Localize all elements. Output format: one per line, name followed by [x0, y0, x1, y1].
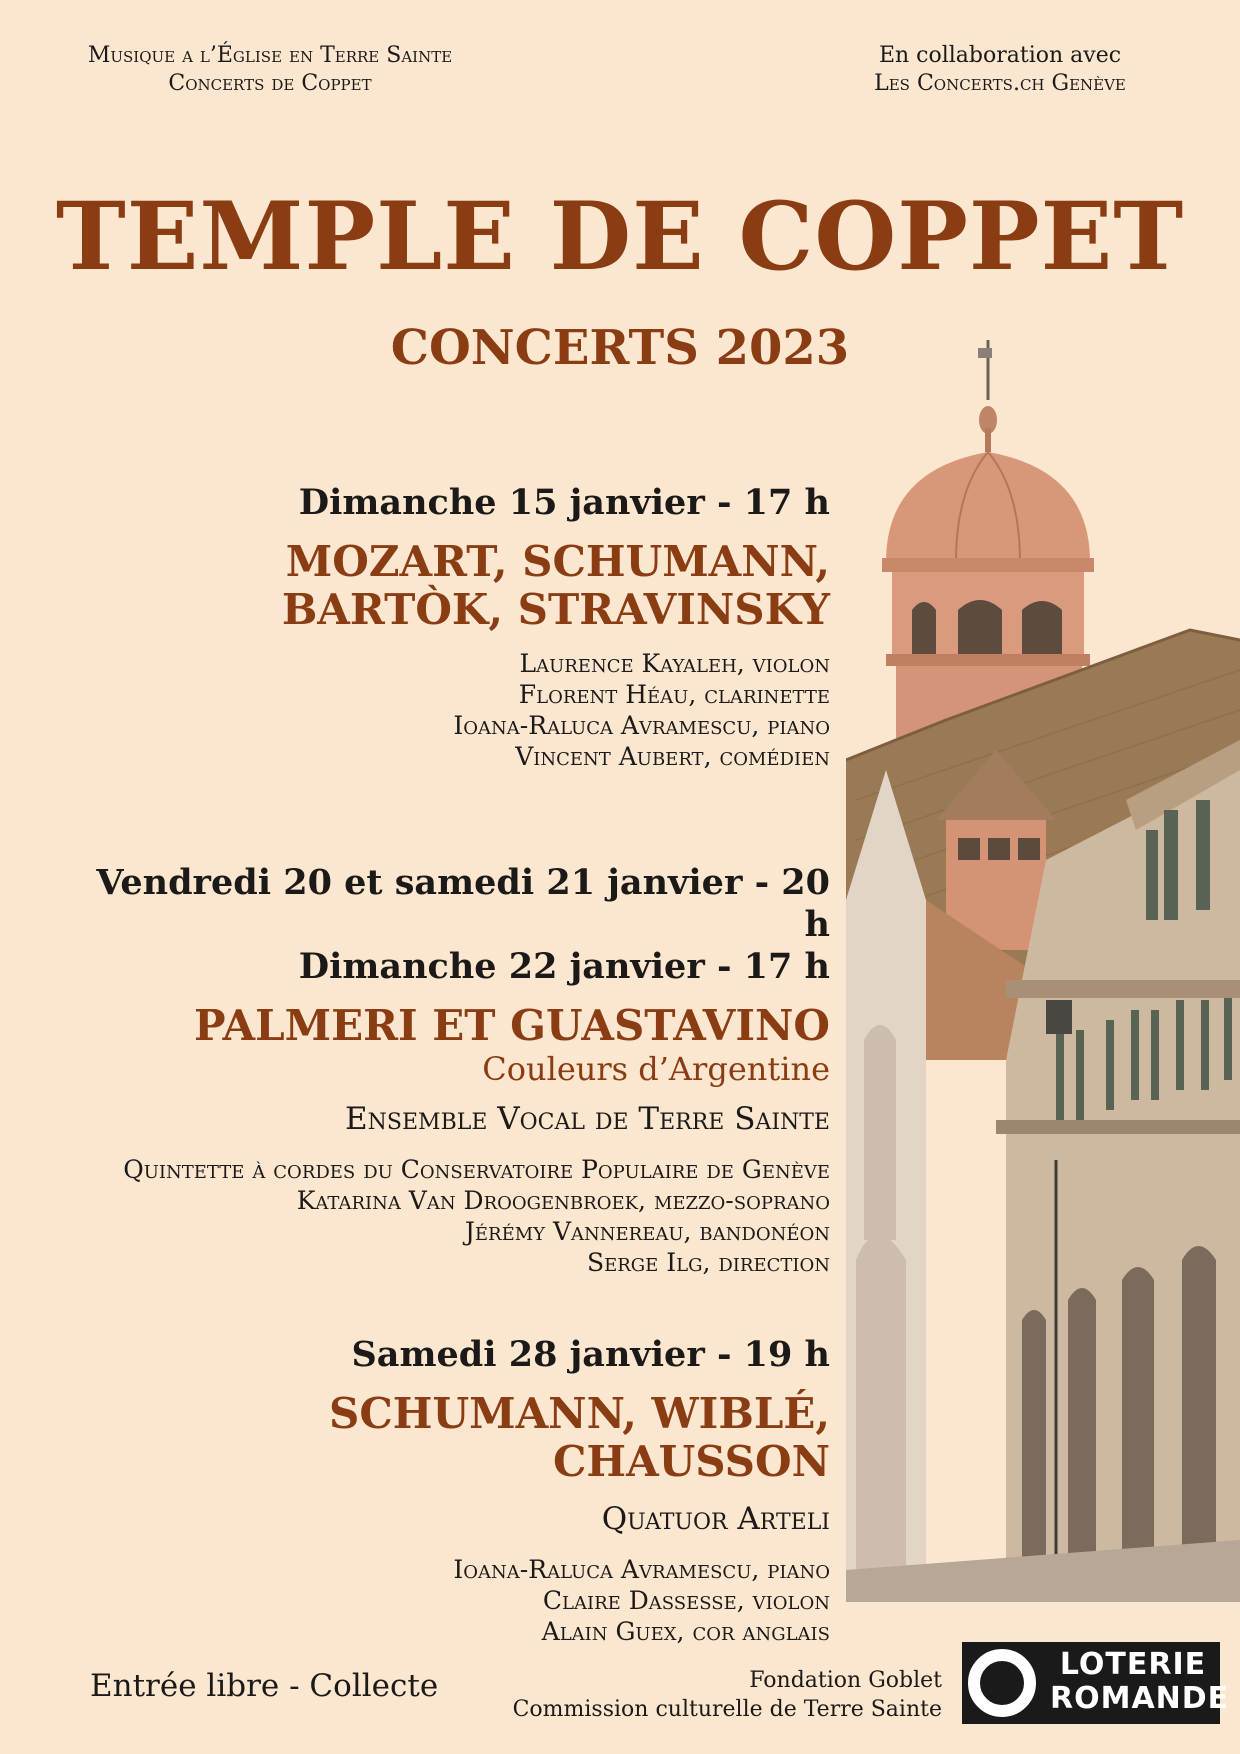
concert-1-program-line-1: MOZART, SCHUMANN,: [285, 537, 830, 586]
concert-3-performer: Ioana-Raluca Avramescu, piano: [453, 1555, 830, 1584]
poster-title: TEMPLE DE COPPET: [55, 182, 1185, 292]
concert-2-performer: Jérémy Vannereau, bandonéon: [464, 1217, 830, 1246]
sponsors-block: [513, 1666, 942, 1724]
concert-2-ensemble: Ensemble Vocal de Terre Sainte: [345, 1101, 830, 1137]
organizer-line-1: Musique a l’Église en Terre Sainte: [87, 43, 453, 68]
concert-1-program-line-2: BARTÒK, STRAVINSKY: [281, 585, 830, 634]
concert-1-performer: Ioana-Raluca Avramescu, piano: [453, 711, 830, 740]
logo-line-2: ROMANDE: [1050, 1681, 1230, 1716]
loterie-romande-logo: [962, 1642, 1230, 1724]
poster-subtitle: CONCERTS 2023: [390, 320, 850, 376]
sponsor-line-1: Fondation Goblet: [749, 1668, 942, 1693]
concert-3-program: SCHUMANN, WIBLÉ, CHAUSSON: [329, 1389, 830, 1486]
organizer-block: [60, 42, 480, 98]
concert-2-program-subtitle: Couleurs d’Argentine: [482, 1050, 830, 1088]
church-illustration: [846, 340, 1240, 1602]
concert-2-performer: Serge Ilg, direction: [586, 1248, 830, 1277]
collaboration-line-2: Les Concerts.ch Genève: [874, 71, 1126, 96]
collaboration-line-1: En collaboration avec: [878, 43, 1122, 68]
concert-1: [70, 482, 830, 772]
concert-2-performer: Quintette à cordes du Conservatoire Populaire de Genève: [123, 1155, 830, 1184]
logo-text: [1050, 1647, 1230, 1716]
concert-1-performer: Florent Héau, clarinette: [518, 680, 830, 709]
entry-info: Entrée libre - Collecte: [90, 1668, 439, 1704]
concert-2-date-line-2: Dimanche 22 janvier - 17 h: [298, 946, 830, 987]
concert-2-performer: Katarina Van Droogenbroek, mezzo-soprano: [296, 1186, 830, 1215]
concert-3-ensemble: Quatuor Arteli: [601, 1501, 830, 1537]
concert-3-date: Samedi 28 janvier - 19 h: [351, 1334, 830, 1375]
concert-2-program: PALMERI ET GUASTAVINO: [193, 1001, 830, 1050]
concert-2: [70, 862, 830, 1278]
concert-3-performer: Alain Guex, cor anglais: [541, 1617, 830, 1646]
logo-line-1: LOTERIE: [1059, 1647, 1207, 1682]
concert-1-performer: Vincent Aubert, comédien: [515, 742, 830, 771]
concert-1-date: Dimanche 15 janvier - 17 h: [298, 482, 830, 523]
concert-3: [70, 1334, 830, 1647]
organizer-line-2: Concerts de Coppet: [168, 71, 372, 96]
sponsor-line-2: Commission culturelle de Terre Sainte: [512, 1697, 942, 1722]
collaboration-block: [820, 42, 1180, 98]
concert-1-performer: Laurence Kayaleh, violon: [519, 649, 830, 678]
concert-3-performer: Claire Dassesse, violon: [542, 1586, 830, 1615]
logo-ring-icon: [968, 1649, 1036, 1717]
concert-2-date-line-1: Vendredi 20 et samedi 21 janvier - 20 h: [96, 862, 830, 945]
